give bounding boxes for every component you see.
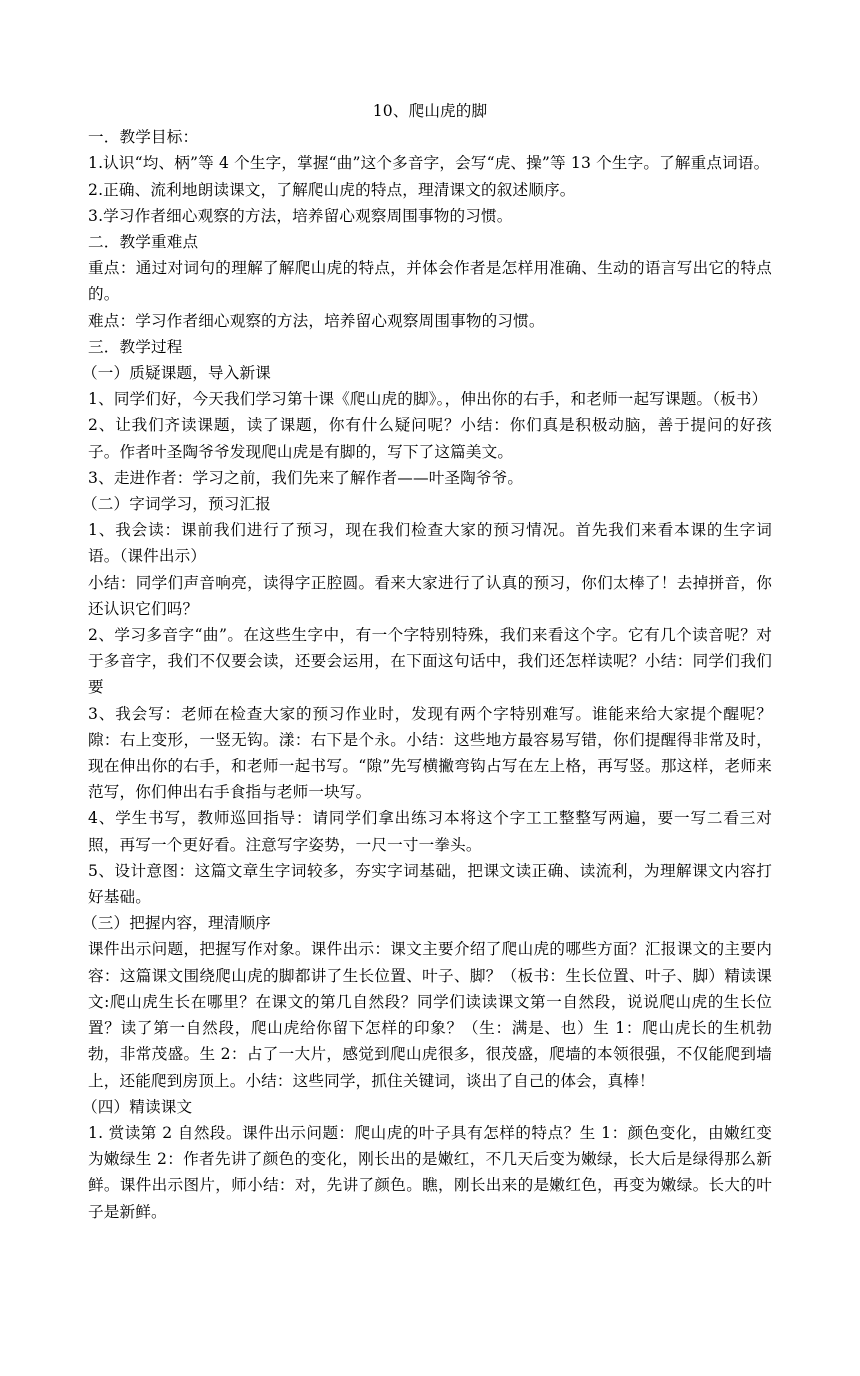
section-subheading: （四）精读课文 [82, 1097, 193, 1116]
paragraph: 课件出示问题，把握写作对象。课件出示：课文主要介绍了爬山虎的哪些方面？汇报课文的主要内容：这篇课文围绕爬山虎的脚都讲了生长位置、叶子、脚？（板书：生长位置、叶子、脚）精读课文:爬山虎生长在哪里？在课文的第几自然段？同学们读读课文第一自然段，说说爬山虎的生长位置？读了第一自然段，爬山虎给你留下怎样的印象？（生：满是、也）生 1：爬山虎长的生机勃勃，非常茂盛。生 2：占了一大片，感觉到爬山虎很多，很茂盛，爬墙的本领很强，不仅能爬到墙上，还能爬到房顶上。小结：这些同学，抓住关键词，谈出了自己的体会，真棒！ [88, 940, 772, 1090]
paragraph: 3、走进作者：学习之前，我们先来了解作者——叶圣陶爷爷。 [88, 468, 524, 487]
paragraph: 一．教学目标： [88, 128, 199, 147]
document-body [82, 124, 772, 1225]
section-subheading: （三）把握内容，理清顺序 [82, 914, 271, 933]
paragraph: 三．教学过程 [88, 337, 183, 356]
section-subheading: （二）字词学习，预习汇报 [82, 495, 271, 514]
paragraph: 小结：同学们声音响亮，读得字正腔圆。看来大家进行了认真的预习，你们太棒了！去掉拼音，你还认识它们吗？ [88, 573, 772, 618]
paragraph: 1.认识“均、柄”等 4 个生字，掌握“曲”这个多音字，会写“虎、操”等 13 个生字。了解重点词语。 [88, 154, 770, 173]
paragraph: 2、让我们齐读课题，读了课题，你有什么疑问呢？小结：你们真是积极动脑，善于提问的好孩子。作者叶圣陶爷爷发现爬山虎是有脚的，写下了这篇美文。 [88, 416, 772, 461]
paragraph: 1、同学们好，今天我们学习第十课《爬山虎的脚》。，伸出你的右手，和老师一起写课题。（板书） [88, 390, 768, 409]
paragraph: 重点：通过对词句的理解了解爬山虎的特点，并体会作者是怎样用准确、生动的语言写出它的特点的。 [88, 259, 772, 304]
paragraph: 难点：学习作者细心观察的方法，培养留心观察周围事物的习惯。 [88, 311, 545, 330]
document-title: 10、爬山虎的脚 [372, 102, 488, 120]
paragraph: 1. 赏读第 2 自然段。课件出示问题：爬山虎的叶子具有怎样的特点？生 1：颜色变化，由嫩红变为嫩绿生 2：作者先讲了颜色的变化，刚长出的是嫩红，不几天后变为嫩绿，长大后是绿得那么新鲜。课件出示图片，师小结：对，先讲了颜色。瞧，刚长出来的是嫩红色，再变为嫩绿。长大的叶子是新鲜。 [88, 1123, 772, 1221]
paragraph: 3、我会写：老师在检查大家的预习作业时，发现有两个字特别难写。谁能来给大家提个醒呢？隙：右上变形，一竖无钩。漾：右下是个永。小结：这些地方最容易写错，你们提醒得非常及时，现在伸出你的右手，和老师一起书写。“隙”先写横撇弯钩占写在左上格，再写竖。那这样，老师来范写，你们伸出右手食指与老师一块写。 [88, 704, 772, 802]
paragraph: 二．教学重难点 [88, 233, 199, 251]
paragraph: 1、我会读：课前我们进行了预习，现在我们检查大家的预习情况。首先我们来看本课的生字词语。（课件出示） [88, 521, 772, 566]
paragraph: 2.正确、流利地朗读课文，了解爬山虎的特点，理清课文的叙述顺序。 [88, 180, 576, 199]
paragraph: 2、学习多音字“曲”。在这些生字中，有一个字特别特殊，我们来看这个字。它有几个读音呢？对于多音字，我们不仅要会读，还要会运用，在下面这句话中，我们还怎样读呢？小结：同学们我们要 [88, 626, 772, 697]
paragraph: 4、学生书写，教师巡回指导：请同学们拿出练习本将这个字工工整整写两遍，要一写二看三对照，再写一个更好看。注意写字姿势，一尺一寸一拳头。 [88, 809, 772, 854]
document-page [82, 98, 772, 1225]
paragraph: 5、设计意图：这篇文章生字词较多，夯实字词基础，把课文读正确、读流利，为理解课文内容打好基础。 [88, 861, 772, 907]
section-subheading: （一）质疑课题，导入新课 [82, 364, 271, 383]
paragraph: 3.学习作者细心观察的方法，培养留心观察周围事物的习惯。 [88, 206, 513, 225]
